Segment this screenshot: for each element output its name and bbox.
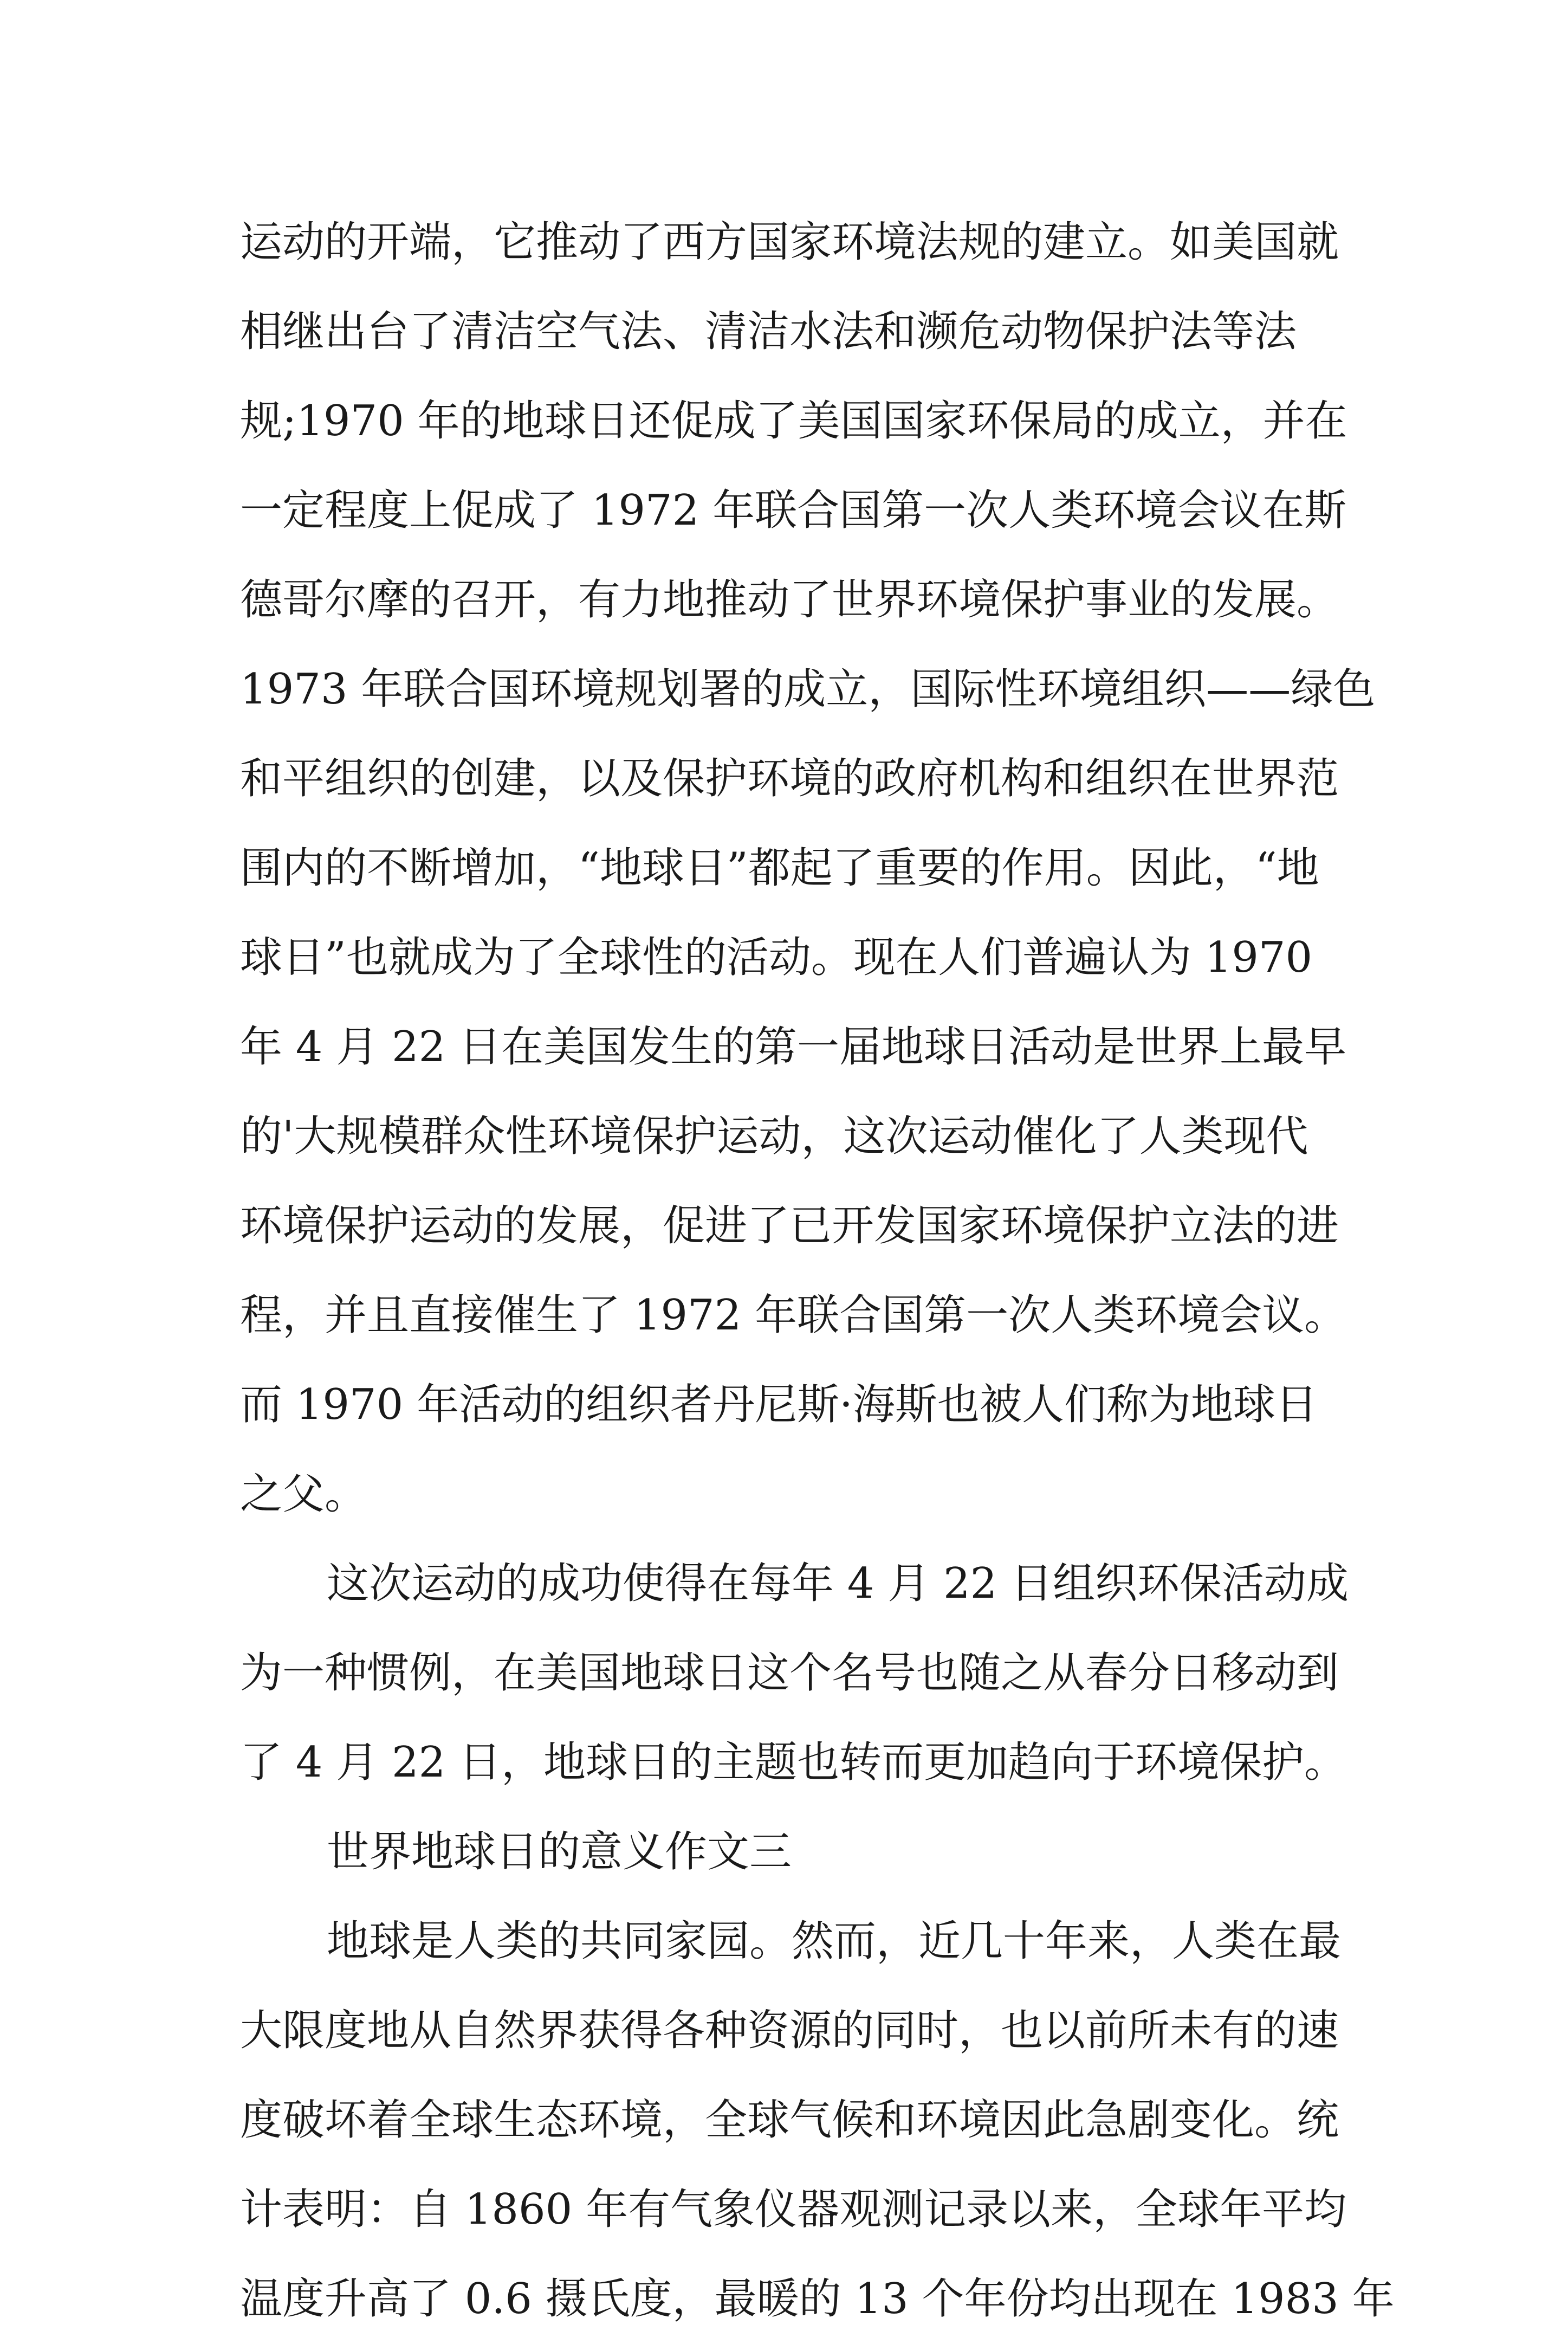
text-line: 程，并且直接催生了 1972 年联合国第一次人类环境会议。 — [240, 1291, 1347, 1340]
text-line: 相继出台了清洁空气法、清洁水法和濒危动物保护法等法 — [240, 307, 1297, 356]
section-heading: 世界地球日的意义作文三 — [327, 1828, 792, 1876]
text-line: 1973 年联合国环境规划署的成立，国际性环境组织——绿色 — [240, 665, 1376, 714]
text-line: 为一种惯例，在美国地球日这个名号也随之从春分日移动到 — [240, 1649, 1339, 1697]
text-line: 球日”也就成为了全球性的活动。现在人们普遍认为 1970 — [240, 933, 1313, 982]
body-text — [240, 198, 1395, 2344]
text-line: 温度升高了 0.6 摄氏度，最暖的 13 个年份均出现在 1983 年 — [240, 2275, 1395, 2323]
text-line: 之父。 — [240, 1470, 367, 1519]
text-line: 度破坏着全球生态环境，全球气候和环境因此急剧变化。统 — [240, 2096, 1339, 2145]
text-line: 环境保护运动的发展，促进了已开发国家环境保护立法的进 — [240, 1202, 1339, 1250]
text-line: 和平组织的创建，以及保护环境的政府机构和组织在世界范 — [240, 754, 1339, 803]
text-line: 一定程度上促成了 1972 年联合国第一次人类环境会议在斯 — [240, 486, 1347, 535]
text-line: 德哥尔摩的召开，有力地推动了世界环境保护事业的发展。 — [240, 576, 1339, 624]
text-line: 的'大规模群众性环境保护运动，这次运动催化了人类现代 — [240, 1112, 1308, 1161]
text-line: 规;1970 年的地球日还促成了美国国家环保局的成立，并在 — [240, 397, 1347, 445]
text-line: 计表明：自 1860 年有气象仪器观测记录以来，全球年平均 — [240, 2185, 1347, 2234]
text-line: 年 4 月 22 日在美国发生的第一届地球日活动是世界上最早 — [240, 1023, 1347, 1071]
text-line: 了 4 月 22 日，地球日的主题也转而更加趋向于环境保护。 — [240, 1738, 1347, 1787]
text-line: 运动的开端，它推动了西方国家环境法规的建立。如美国就 — [240, 218, 1339, 267]
text-line: 围内的不断增加，“地球日”都起了重要的作用。因此，“地 — [240, 844, 1319, 893]
paragraph-start-line: 地球是人类的共同家园。然而，近几十年来，人类在最 — [327, 1917, 1342, 1966]
text-line: 大限度地从自然界获得各种资源的同时，也以前所未有的速 — [240, 2006, 1339, 2055]
paragraph-start-line: 这次运动的成功使得在每年 4 月 22 日组织环保活动成 — [327, 1559, 1349, 1608]
text-line: 而 1970 年活动的组织者丹尼斯·海斯也被人们称为地球日 — [240, 1380, 1318, 1429]
